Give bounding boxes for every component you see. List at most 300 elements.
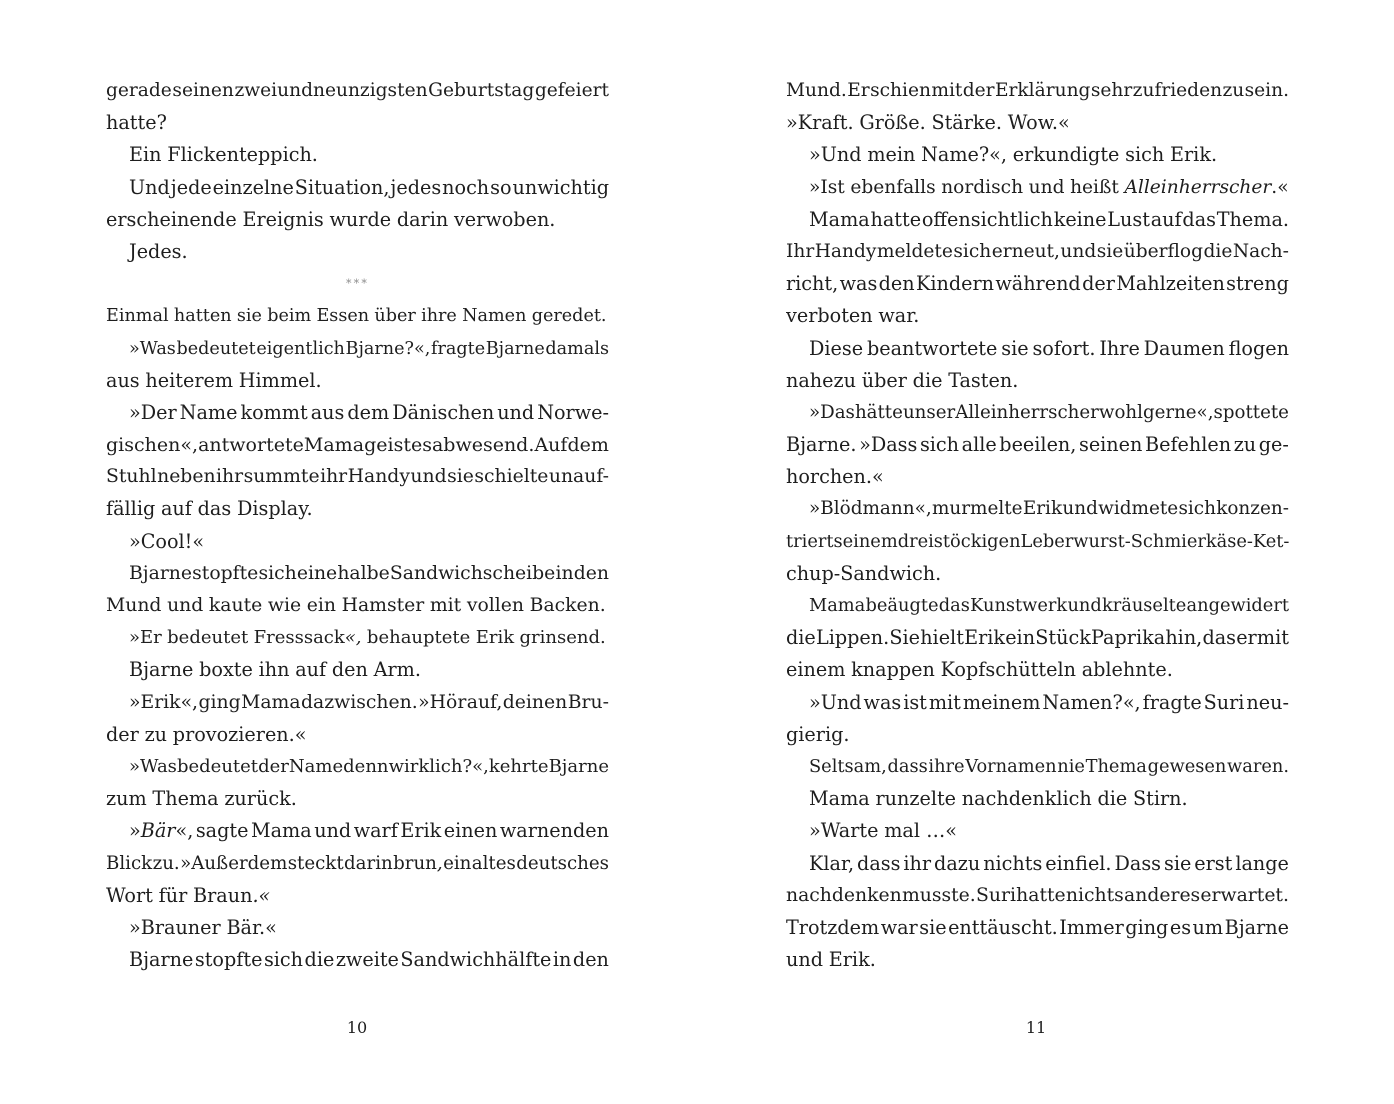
word [1079, 429, 1142, 461]
word [1001, 333, 1028, 365]
text-part: offensichtlich [921, 207, 1053, 231]
word [490, 172, 511, 204]
word [1124, 880, 1200, 912]
text-part: »Das [809, 401, 855, 423]
text-part: darin [344, 852, 393, 874]
word [809, 783, 870, 815]
text-part: nichts [983, 851, 1043, 875]
text-part: meldete [876, 240, 953, 262]
text-part: geredet. [531, 306, 607, 327]
text-part: Ein [129, 143, 162, 167]
word [889, 622, 920, 654]
word [106, 590, 161, 622]
word [316, 300, 369, 332]
text-line [786, 912, 1289, 944]
word [1008, 107, 1070, 139]
word [516, 848, 609, 880]
word [443, 848, 471, 880]
text-part: flogen [1228, 336, 1289, 360]
word [129, 622, 162, 654]
text-part: »Der [129, 400, 177, 424]
word [431, 333, 485, 365]
text-line [786, 236, 1289, 268]
text-part: widmete [1098, 498, 1179, 520]
word [297, 558, 337, 590]
text-part: und [167, 595, 204, 616]
text-part: wirklich?«, [388, 755, 489, 777]
text-part: er [1236, 626, 1257, 650]
text-part: »Hör [418, 691, 467, 713]
word [159, 880, 188, 912]
text-part: einzelne [212, 175, 294, 199]
text-line [786, 751, 1289, 783]
word [392, 397, 494, 429]
italic-text: «, [344, 627, 362, 649]
text-part: Bjarne [1224, 915, 1289, 939]
word [809, 815, 878, 847]
text-part: nordisch [941, 176, 1024, 198]
text-part: bedeutet [167, 627, 249, 649]
text-part: unser [902, 401, 956, 423]
word [999, 429, 1076, 461]
word [512, 172, 609, 204]
text-part: Diese [809, 336, 864, 360]
word [786, 944, 823, 976]
word [1070, 172, 1119, 204]
text-line [786, 268, 1289, 300]
text-part: damals [545, 338, 609, 359]
text-part: »Blödmann«, [809, 498, 932, 520]
word [237, 300, 262, 332]
text-part: Und [129, 175, 170, 199]
text-part: ablehnte. [1081, 658, 1173, 682]
word [1236, 622, 1257, 654]
word [809, 493, 932, 525]
word [106, 783, 147, 815]
word [964, 622, 1005, 654]
text-line [786, 815, 1289, 847]
text-part: nahezu [786, 368, 856, 392]
text-part: »Und [809, 143, 862, 167]
word [393, 848, 443, 880]
word [213, 172, 294, 204]
word [390, 558, 555, 590]
word [106, 300, 169, 332]
word [1099, 397, 1143, 429]
word [983, 848, 1042, 880]
text-line [786, 300, 1289, 332]
text-part: »Kraft. [786, 111, 854, 135]
word [922, 204, 1053, 236]
text-part: Thema. [1216, 207, 1289, 231]
word [1245, 75, 1289, 107]
word [903, 687, 927, 719]
text-part: auf [295, 658, 327, 682]
word [343, 751, 388, 783]
text-part: und [786, 948, 823, 972]
text-part: Tasten. [948, 368, 1019, 392]
text-part: dem [567, 434, 609, 457]
word [106, 204, 237, 236]
text-part: jede [170, 175, 212, 199]
word [1115, 848, 1162, 880]
word [809, 333, 863, 365]
word [374, 300, 415, 332]
word [1133, 75, 1222, 107]
text-part: aus [106, 368, 140, 392]
word [1233, 236, 1289, 268]
word [1170, 139, 1217, 171]
text-line [786, 654, 1289, 686]
text-part: den [573, 562, 609, 584]
text-part: der [106, 722, 139, 746]
word [192, 558, 258, 590]
word [786, 429, 856, 461]
text-part: auf [160, 497, 192, 521]
text-part: gerade [106, 80, 172, 101]
text-part: was [863, 690, 902, 714]
word [786, 880, 902, 912]
word [1082, 654, 1173, 686]
word [1116, 268, 1225, 300]
text-part: dem [347, 400, 390, 424]
word [199, 687, 241, 719]
text-part: konzen- [1216, 498, 1289, 520]
word [129, 912, 221, 944]
text-part: Situation, [294, 175, 390, 199]
text-line [786, 622, 1289, 654]
text-part: dazu [934, 851, 981, 875]
text-part: erwartet. [1200, 884, 1289, 906]
word [474, 461, 548, 493]
text-line [786, 590, 1289, 622]
text-part: und [410, 466, 447, 488]
word [931, 75, 962, 107]
word [962, 783, 1092, 815]
word [268, 590, 301, 622]
word [1204, 687, 1245, 719]
word [1057, 751, 1085, 783]
word [1067, 590, 1101, 622]
text-line [786, 139, 1289, 171]
word [157, 461, 215, 493]
text-part: darin [396, 207, 449, 231]
text-part: mit [1256, 626, 1289, 650]
word [410, 461, 446, 493]
word [226, 912, 276, 944]
text-part: beeilen, [999, 433, 1077, 457]
text-part: Lippen. [815, 626, 890, 650]
text-part: Thema [152, 787, 219, 811]
text-part: Flickenteppich. [167, 143, 318, 167]
text-part: Auf [534, 434, 568, 457]
text-part: Fresssack [253, 627, 345, 649]
text-part: zu [144, 722, 168, 746]
word [258, 558, 296, 590]
text-part: Hamster [341, 595, 425, 616]
text-line [786, 461, 1289, 493]
text-line [786, 880, 1289, 912]
text-part: .« [1271, 176, 1289, 198]
text-part: grinsend. [519, 627, 606, 649]
text-part: Suri [976, 884, 1016, 906]
word [574, 558, 609, 590]
word [995, 75, 1091, 107]
word [1066, 880, 1124, 912]
text-part: Suri [1203, 690, 1245, 714]
word [239, 365, 322, 397]
text-part: sie [447, 466, 474, 488]
word [859, 429, 917, 461]
text-line [786, 429, 1289, 461]
text-part: hielt [920, 626, 964, 650]
text-part: mit [928, 690, 961, 714]
text-part: Backen. [529, 595, 606, 616]
word [1054, 204, 1107, 236]
word [884, 815, 957, 847]
left-page-number: 10 [346, 1018, 368, 1037]
word [962, 429, 997, 461]
text-part: ihr [216, 466, 244, 488]
text-part: sich [919, 433, 960, 457]
text-part: brun [393, 852, 437, 874]
word [216, 461, 243, 493]
text-part: mein [867, 143, 916, 167]
text-line [786, 172, 1289, 204]
word [454, 204, 555, 236]
text-part: Stuhl [106, 466, 157, 488]
text-part: nichts [1065, 884, 1124, 906]
word [534, 429, 567, 461]
word [421, 300, 457, 332]
word [809, 848, 854, 880]
text-part: heißt [1070, 176, 1119, 198]
word [305, 944, 335, 976]
word [367, 622, 470, 654]
word [809, 139, 862, 171]
text-part: und [1028, 176, 1065, 198]
word [267, 300, 311, 332]
text-part: »Er [129, 627, 162, 649]
right-page-text [786, 75, 1289, 976]
word [1144, 333, 1225, 365]
word [106, 461, 157, 493]
text-part: Ereignis [242, 207, 324, 231]
word [840, 268, 878, 300]
text-part: Thema [1085, 755, 1147, 777]
text-part: zu. [152, 852, 180, 874]
word [129, 397, 177, 429]
text-part: fragte [1142, 690, 1202, 714]
word [106, 848, 152, 880]
word [809, 397, 855, 429]
word [418, 687, 466, 719]
word [902, 880, 976, 912]
text-part: sie [1096, 240, 1124, 262]
word [1193, 912, 1224, 944]
text-part: Ihre [1099, 336, 1140, 360]
word [344, 848, 393, 880]
text-line [106, 880, 609, 912]
word [809, 172, 845, 204]
text-part: Ihr [786, 240, 815, 262]
word [1143, 397, 1214, 429]
word [921, 139, 1007, 171]
text-part: provozieren.« [172, 722, 307, 746]
text-part: Sandwichhälfte [400, 948, 552, 972]
text-part: Wort [106, 883, 153, 907]
word [389, 751, 489, 783]
text-part: Stirn. [1132, 787, 1188, 811]
text-part: anderes [1124, 884, 1201, 906]
text-part: denn [343, 755, 389, 777]
text-part: sich [263, 948, 304, 972]
word [1164, 848, 1191, 880]
word [939, 590, 970, 622]
text-line [786, 526, 1289, 558]
text-line [786, 687, 1289, 719]
text-part: Einmal [106, 306, 169, 327]
text-part: seinem [833, 530, 898, 552]
text-part: Mund [106, 595, 162, 616]
text-part: lange [1235, 851, 1289, 875]
text-line [106, 461, 609, 493]
word [549, 461, 609, 493]
text-part: stopfte [192, 562, 259, 584]
word [941, 172, 1023, 204]
word [549, 751, 609, 783]
text-part: Er [847, 80, 870, 101]
text-part: ebenfalls [850, 176, 936, 198]
word [106, 719, 139, 751]
word [809, 751, 887, 783]
word [106, 75, 172, 107]
text-line [106, 204, 609, 236]
text-part: Sandwichscheibe [389, 562, 556, 584]
text-part: Blick [106, 852, 153, 874]
word [1021, 526, 1289, 558]
text-part: seinen [172, 80, 234, 101]
word [129, 687, 198, 719]
text-part: so [490, 175, 512, 199]
text-part: gefeiert [534, 80, 609, 101]
word [242, 204, 323, 236]
word [129, 654, 193, 686]
text-line [106, 719, 609, 751]
text-part: sich [953, 240, 992, 262]
text-part: dass [887, 755, 928, 777]
word [500, 815, 609, 847]
word [786, 75, 847, 107]
text-part: »Warte [809, 819, 879, 843]
word [397, 204, 448, 236]
text-part: für [158, 883, 188, 907]
text-part: keine [1053, 207, 1107, 231]
word [295, 654, 326, 686]
text-part: »Erik«, [129, 691, 199, 713]
word [537, 397, 609, 429]
text-part: Mama [241, 691, 301, 713]
word [199, 654, 253, 686]
word [878, 300, 919, 332]
text-part: summte [243, 466, 320, 488]
word [963, 75, 995, 107]
text-part: beim [267, 306, 312, 327]
text-part: Nach- [1232, 240, 1289, 262]
word [174, 300, 232, 332]
word [948, 912, 1058, 944]
text-part: ihn [258, 658, 290, 682]
text-part: Bjarne. [786, 433, 857, 457]
word [1032, 333, 1095, 365]
text-part: Handy [347, 466, 410, 488]
word [965, 751, 1056, 783]
word [1099, 333, 1139, 365]
text-part: unauf- [548, 466, 609, 488]
word [256, 333, 345, 365]
text-part: »Ist [809, 176, 845, 198]
word [1107, 204, 1150, 236]
text-part: kehrte [488, 755, 549, 777]
text-part: Kindern [915, 272, 994, 296]
text-part: meinem [962, 690, 1041, 714]
text-part: während [995, 272, 1081, 296]
word [486, 333, 545, 365]
word [545, 333, 609, 365]
word [106, 365, 140, 397]
text-part: hätte [854, 401, 903, 423]
text-part: Erik [475, 627, 515, 649]
text-part: zu [1233, 433, 1257, 457]
word [129, 236, 188, 268]
text-part: hatte? [106, 111, 167, 135]
text-part: um [1192, 915, 1224, 939]
text-part: unwichtig [512, 175, 609, 199]
word [870, 75, 931, 107]
text-part: enttäuscht. [948, 915, 1058, 939]
word [1229, 333, 1289, 365]
word [1016, 880, 1066, 912]
word [476, 622, 514, 654]
text-part: und [1060, 240, 1097, 262]
word [916, 268, 994, 300]
text-part: und [497, 400, 535, 424]
text-part: »Und [809, 690, 862, 714]
text-part: Bjarne [129, 658, 194, 682]
text-part: Essen [316, 306, 370, 327]
text-part: hin, [1165, 626, 1203, 650]
text-part: neu- [1246, 690, 1289, 714]
word [400, 815, 441, 847]
word [1165, 622, 1202, 654]
word [934, 848, 980, 880]
word [289, 751, 343, 783]
text-part: dazwischen. [301, 691, 418, 713]
italic-text: , [436, 852, 443, 874]
text-part: seinen [1078, 433, 1143, 457]
text-part: sein. [1244, 80, 1289, 101]
text-part: Bjarne?«, [345, 338, 431, 359]
word [346, 333, 431, 365]
word [240, 397, 307, 429]
text-part: das [1202, 626, 1237, 650]
text-part: die [304, 948, 335, 972]
word [1178, 493, 1215, 525]
text-part: nie [1057, 755, 1085, 777]
word [920, 622, 964, 654]
text-part: auf [1150, 207, 1182, 231]
text-part: nachdenklich [961, 787, 1092, 811]
